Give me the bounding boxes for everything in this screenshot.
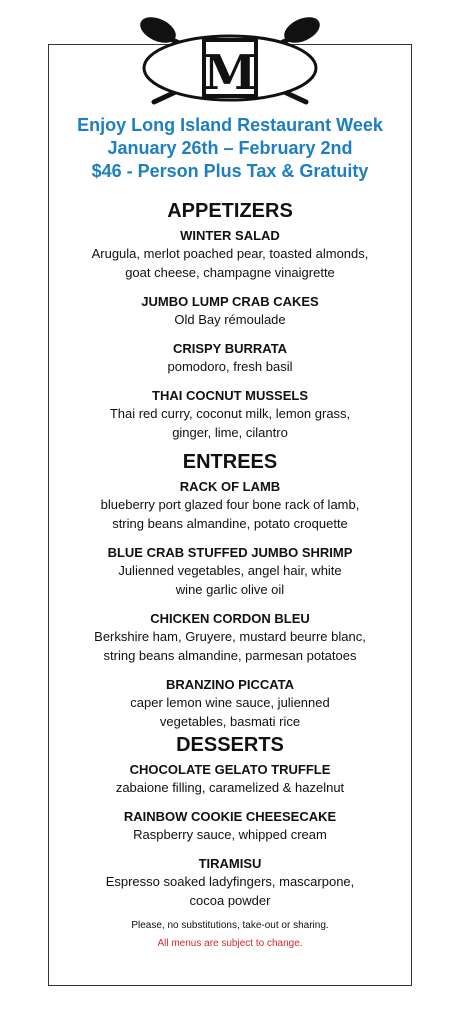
- description-line: zabaione filling, caramelized & hazelnut: [115, 780, 345, 795]
- description-line: Espresso soaked ladyfingers, mascarpone,: [105, 874, 355, 889]
- description-line: caper lemon wine sauce, julienned: [130, 695, 330, 710]
- item-description: [48, 693, 412, 731]
- desserts-heading: DESSERTS: [176, 734, 284, 756]
- item-description: [48, 495, 412, 533]
- description-line: Thai red curry, coconut milk, lemon grass,: [109, 406, 351, 421]
- item-name: JUMBO LUMP CRAB CAKES: [141, 294, 319, 309]
- entree-item: [48, 610, 412, 665]
- item-description: [48, 561, 412, 599]
- item-name: WINTER SALAD: [180, 228, 280, 243]
- appetizer-item: [48, 227, 412, 282]
- entree-item: [48, 544, 412, 599]
- item-description: [48, 627, 412, 665]
- dessert-item: [48, 808, 412, 844]
- description-line: goat cheese, champagne vinaigrette: [125, 265, 335, 280]
- description-line: Raspberry sauce, whipped cream: [133, 827, 327, 842]
- item-description: [48, 310, 412, 329]
- item-name: CHOCOLATE GELATO TRUFFLE: [129, 762, 331, 777]
- description-line: blueberry port glazed four bone rack of lamb,: [100, 497, 360, 512]
- menu-content: [48, 112, 412, 951]
- item-name: RAINBOW COOKIE CHEESECAKE: [123, 809, 337, 824]
- promo-price: $46 - Person Plus Tax & Gratuity: [91, 161, 369, 181]
- item-description: [48, 872, 412, 910]
- item-description: [48, 357, 412, 376]
- change-warning: All menus are subject to change.: [157, 938, 303, 949]
- appetizer-item: [48, 340, 412, 376]
- description-line: cocoa powder: [189, 893, 271, 908]
- description-line: string beans almandine, parmesan potatoes: [103, 648, 357, 663]
- item-name: TIRAMISU: [198, 856, 262, 871]
- item-description: [48, 404, 412, 442]
- description-line: Julienned vegetables, angel hair, white: [118, 563, 342, 578]
- description-line: Berkshire ham, Gruyere, mustard beurre blanc,: [94, 629, 366, 644]
- entree-item: [48, 478, 412, 533]
- item-description: [48, 244, 412, 282]
- item-description: [48, 825, 412, 844]
- crossed-oars-monogram-logo: [130, 10, 330, 116]
- item-name: CRISPY BURRATA: [172, 341, 288, 356]
- description-line: vegetables, basmati rice: [159, 714, 301, 729]
- appetizer-item: [48, 387, 412, 442]
- appetizer-item: [48, 293, 412, 329]
- item-name: RACK OF LAMB: [179, 479, 281, 494]
- dessert-item: [48, 855, 412, 910]
- entrees-heading: ENTREES: [182, 451, 278, 473]
- promo-dates: January 26th – February 2nd: [107, 138, 353, 158]
- entree-item: [48, 676, 412, 731]
- description-line: string beans almandine, potato croquette: [112, 516, 348, 531]
- item-name: BLUE CRAB STUFFED JUMBO SHRIMP: [107, 545, 353, 560]
- description-line: Old Bay rémoulade: [174, 312, 286, 327]
- item-name: CHICKEN CORDON BLEU: [150, 611, 310, 626]
- description-line: pomodoro, fresh basil: [167, 359, 293, 374]
- description-line: wine garlic olive oil: [175, 582, 285, 597]
- item-description: [48, 778, 412, 797]
- policy-note: Please, no substitutions, take-out or sharing.: [131, 920, 329, 931]
- dessert-item: [48, 761, 412, 797]
- item-name: BRANZINO PICCATA: [165, 677, 295, 692]
- description-line: ginger, lime, cilantro: [172, 425, 288, 440]
- promo-title: Enjoy Long Island Restaurant Week: [77, 115, 383, 135]
- logo-monogram: M: [203, 45, 257, 101]
- description-line: Arugula, merlot poached pear, toasted almonds,: [91, 246, 369, 261]
- appetizers-heading: APPETIZERS: [167, 200, 293, 222]
- item-name: THAI COCNUT MUSSELS: [152, 388, 308, 403]
